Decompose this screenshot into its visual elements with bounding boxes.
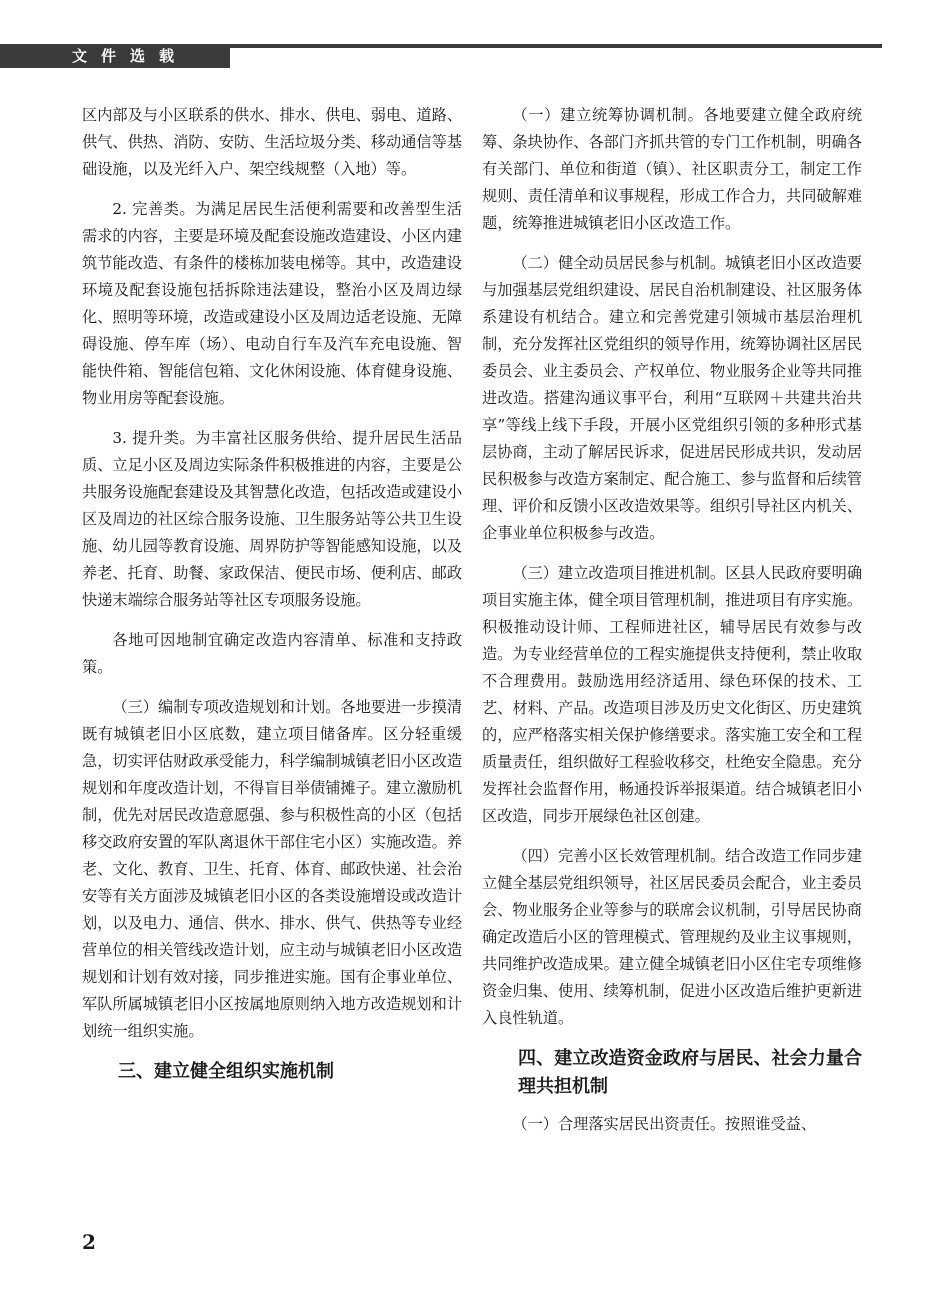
header-rule — [230, 44, 882, 48]
right-column — [482, 102, 862, 1151]
paragraph: （三）编制专项改造规划和计划。各地要进一步摸清既有城镇老旧小区底数，建立项目储备库。区分轻重缓急，切实评估财政承受能力，科学编制城镇老旧小区改造规划和年度改造计划，不得盲目举债铺摊子。建立激励机制，优先对居民改造意愿强、参与积极性高的小区（包括移交政府安置的军队离退休干部住宅小区）实施改造。养老、文化、教育、卫生、托育、体育、邮政快递、社会治安等有关方面涉及城镇老旧小区的各类设施增设或改造计划，以及电力、通信、供水、排水、供气、供热等专业经营单位的相关管线改造计划，应主动与城镇老旧小区改造规划和计划有效对接，同步推进实施。国有企事业单位、军队所属城镇老旧小区按属地原则纳入地方改造规划和计划统一组织实施。 — [82, 698, 462, 1040]
left-column — [82, 102, 462, 1096]
paragraph: 3. 提升类。为丰富社区服务供给、提升居民生活品质、立足小区及周边实际条件积极推进的内容，主要是公共服务设施配套建设及其智慧化改造，包括改造或建设小区及周边的社区综合服务设施、卫生服务站等公共卫生设施、幼儿园等教育设施、周界防护等智能感知设施，以及养老、托育、助餐、家政保洁、便民市场、便利店、邮政快递末端综合服务站等社区专项服务设施。 — [82, 429, 462, 609]
section-header: 文件选载 — [0, 44, 230, 68]
section-heading: 三、建立健全组织实施机制 — [118, 1061, 334, 1082]
paragraph: （二）健全动员居民参与机制。城镇老旧小区改造要与加强基层党组织建设、居民自治机制建设、社区服务体系建设有机结合。建立和完善党建引领城市基层治理机制，充分发挥社区党组织的领导作用，统筹协调社区居民委员会、业主委员会、产权单位、物业服务企业等共同推进改造。搭建沟通议事平台，利用“互联网＋共建共治共享”等线上线下手段，开展小区党组织引领的多种形式基层协商，主动了解居民诉求，促进居民形成共识，发动居民积极参与改造方案制定、配合施工、参与监督和后续管理、评价和反馈小区改造效果等。组织引导社区内机关、企事业单位积极参与改造。 — [482, 254, 862, 542]
paragraph: 各地可因地制宜确定改造内容清单、标准和支持政策。 — [82, 631, 462, 676]
paragraph: （三）建立改造项目推进机制。区县人民政府要明确项目实施主体，健全项目管理机制，推进项目有序实施。积极推动设计师、工程师进社区，辅导居民有效参与改造。为专业经营单位的工程实施提供支持便利，禁止收取不合理费用。鼓励选用经济适用、绿色环保的技术、工艺、材料、产品。改造项目涉及历史文化街区、历史建筑的，应严格落实相关保护修缮要求。落实施工安全和工程质量责任，组织做好工程验收移交，杜绝安全隐患。充分发挥社会监督作用，畅通投诉举报渠道。结合城镇老旧小区改造，同步开展绿色社区创建。 — [482, 564, 862, 825]
page-number: 2 — [82, 1230, 96, 1254]
section-heading: 四、建立改造资金政府与居民、社会力量合理共担机制 — [518, 1048, 862, 1097]
paragraph: （四）完善小区长效管理机制。结合改造工作同步建立健全基层党组织领导，社区居民委员会配合，业主委员会、物业服务企业等参与的联席会议机制，引导居民协商确定改造后小区的管理模式、管理规约及业主议事规则，共同维护改造成果。建立健全城镇老旧小区住宅专项维修资金归集、使用、续筹机制，促进小区改造后维护更新进入良性轨道。 — [482, 847, 862, 1027]
paragraph: （一）建立统筹协调机制。各地要建立健全政府统筹、条块协作、各部门齐抓共管的专门工作机制，明确各有关部门、单位和街道（镇）、社区职责分工，制定工作规则、责任清单和议事规程，形成工作合力，共同破解难题，统筹推进城镇老旧小区改造工作。 — [482, 106, 862, 232]
paragraph: 2. 完善类。为满足居民生活便利需要和改善型生活需求的内容，主要是环境及配套设施改造建设、小区内建筑节能改造、有条件的楼栋加装电梯等。其中，改造建设环境及配套设施包括拆除违法建设，整治小区及周边绿化、照明等环境，改造或建设小区及周边适老设施、无障碍设施、停车库（场）、电动自行车及汽车充电设施、智能快件箱、智能信包箱、文化休闲设施、体育健身设施、物业用房等配套设施。 — [82, 200, 462, 407]
paragraph: 区内部及与小区联系的供水、排水、供电、弱电、道路、供气、供热、消防、安防、生活垃圾分类、移动通信等基础设施，以及光纤入户、架空线规整（入地）等。 — [82, 106, 462, 178]
paragraph: （一）合理落实居民出资责任。按照谁受益、 — [512, 1115, 817, 1133]
